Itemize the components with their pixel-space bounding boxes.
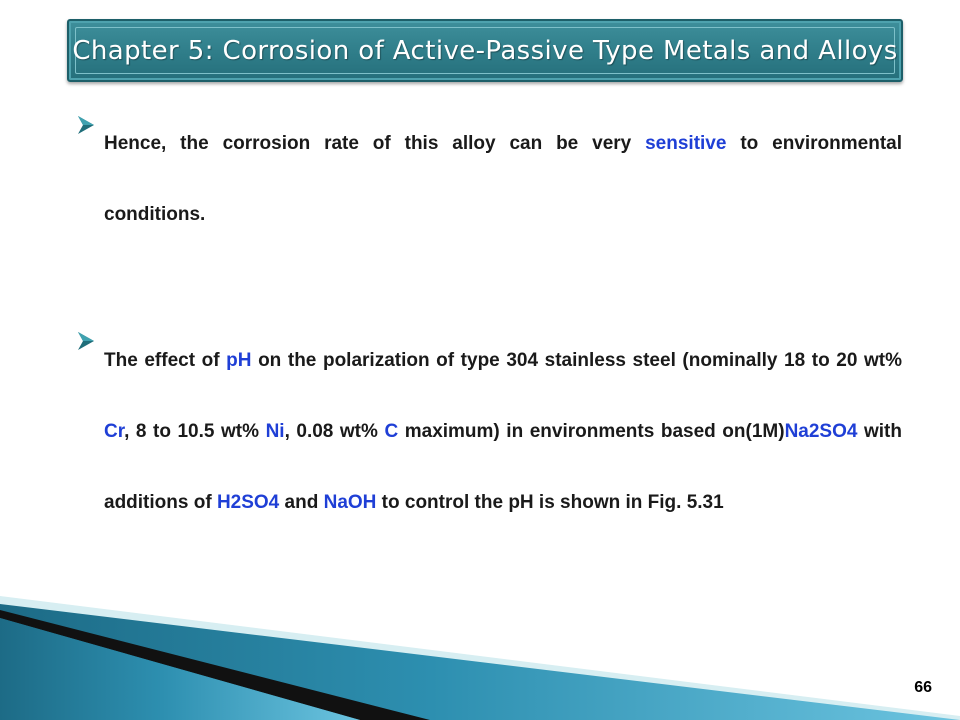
bullet-2-text-g: and [279, 492, 324, 513]
bullet-2-highlight-c: C [384, 421, 399, 442]
title-bar-inner [72, 27, 898, 74]
bullet-1-text-b: to environmental conditions. [104, 133, 902, 225]
arrow-bullet-icon [74, 113, 104, 137]
bullet-2-text-f: with additions of [104, 421, 902, 513]
bullet-2-text-e: maximum) in environments based on(1M) [398, 421, 785, 442]
bullet-2-highlight-ph: pH [226, 350, 252, 371]
bullet-2-text-c: , 8 to 10.5 wt% [124, 421, 266, 442]
bullet-2-text-b: on the polarization of type 304 stainless steel (nominally 18 to 20 wt% [251, 350, 902, 371]
arrow-bullet-icon [74, 329, 104, 353]
bullet-2-highlight-na2so4: Na2SO4 [784, 421, 858, 442]
bullet-2-highlight-naoh: NaOH [323, 492, 377, 513]
bottom-decoration [0, 596, 960, 720]
bullet-2-highlight-ni: Ni [265, 421, 285, 442]
page-number: 66 [914, 679, 932, 696]
bullet-paragraph-1 [104, 108, 902, 250]
bullet-1-highlight-sensitive: sensitive [645, 133, 727, 154]
bullet-paragraph-2 [104, 325, 902, 538]
title-bar [67, 19, 903, 82]
bullet-2-highlight-h2so4: H2SO4 [216, 492, 280, 513]
bullet-2-text-d: , 0.08 wt% [284, 421, 385, 442]
slide-title: Chapter 5: Corrosion of Active-Passive Type Metals and Alloys [72, 35, 898, 66]
bullet-2-highlight-cr: Cr [104, 421, 125, 442]
bullet-2-text-a: The effect of [104, 350, 227, 371]
bullet-2-text-h: to control the pH is shown in Fig. 5.31 [376, 492, 724, 513]
bullet-1-text-a: Hence, the corrosion rate of this alloy can be very [104, 133, 646, 154]
